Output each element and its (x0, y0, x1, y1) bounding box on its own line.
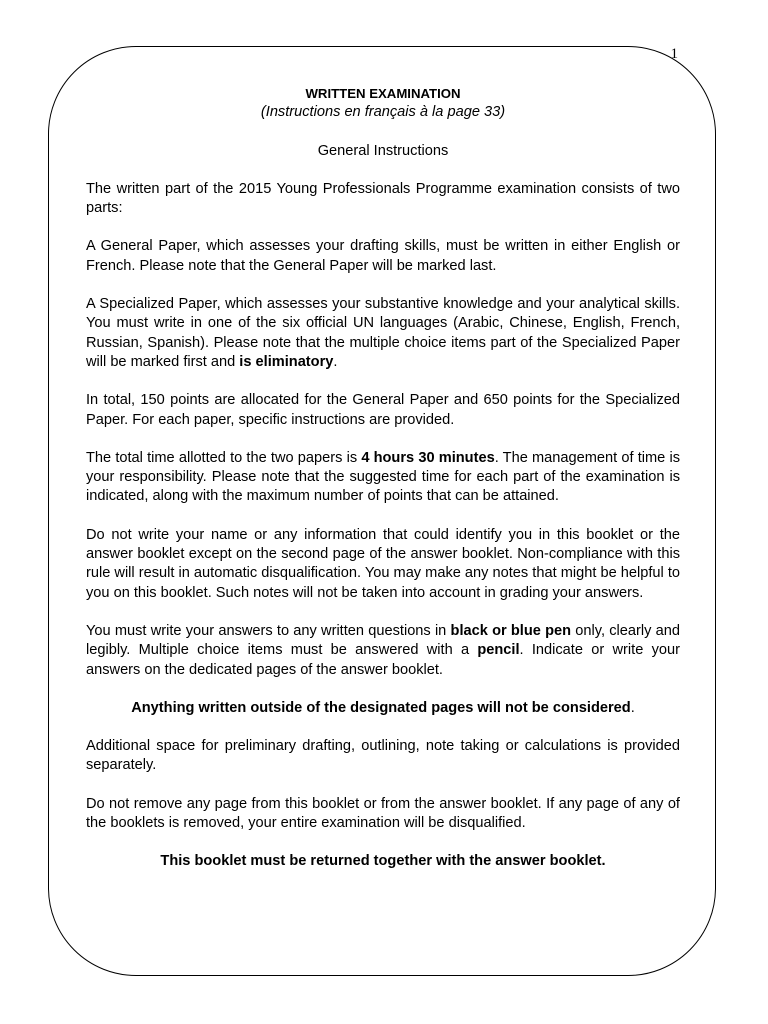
paragraph-text: A Specialized Paper, which assesses your substantive knowledge and your analytical skills. You must write in one of the six official UN languages (Arabic, Chinese, English, French, Russian, Spanish). Please note that the multiple choice items part of the Specialized Paper will be marked first and (86, 296, 680, 370)
paragraph-pen-pencil (86, 622, 680, 680)
paragraph-page-removal: Do not remove any page from this booklet or from the answer booklet. If any page of any of the booklets is removed, your entire examination will be disqualified. (86, 795, 680, 832)
paragraph-time-allotted (86, 449, 680, 507)
paragraph-additional-space: Additional space for preliminary drafting, outlining, note taking or calculations is provided separately. (86, 738, 680, 774)
emphasis-text: is eliminatory (239, 353, 334, 370)
paragraph-designated-pages-warning (86, 699, 680, 718)
section-heading: General Instructions (317, 142, 449, 159)
emphasis-text: This booklet must be returned together with the answer booklet. (160, 853, 606, 870)
paragraph-general-paper: A General Paper, which assesses your drafting skills, must be written in either English or French. Please note that the General Paper will be marked last. (86, 238, 680, 274)
paragraph-exam-parts: The written part of the 2015 Young Professionals Programme examination consists of two parts: (86, 180, 680, 217)
paragraph-return-booklet (86, 852, 680, 871)
emphasis-text: Anything written outside of the designated pages will not be considered (131, 699, 631, 716)
emphasis-text: black or blue pen (450, 622, 572, 639)
page-subtitle: (Instructions en français à la page 33) (260, 104, 506, 121)
paragraph-text: . Indicate or write your answers on the dedicated pages of the answer booklet. (86, 642, 680, 678)
emphasis-text: 4 hours 30 minutes (361, 449, 495, 466)
paragraph-anonymity-rule: Do not write your name or any information that could identify you in this booklet or the answer booklet except on the second page of the answer booklet. Non-compliance with this rule will result in automatic disqualification. You may make any notes that might be helpful to you on this booklet. Such notes will not be taken into account in grading your answers. (86, 526, 680, 601)
paragraph-text: . The management of time is your responsibility. Please note that the suggested time for each part of the examination is indicated, along with the maximum number of points that can be attained. (86, 449, 680, 505)
instructions-content (86, 84, 680, 872)
page-number: 1 (670, 46, 678, 62)
paragraph-text: . (333, 353, 338, 370)
paragraph-points-allocation: In total, 150 points are allocated for the General Paper and 650 points for the Specialized Paper. For each paper, specific instructions are provided. (86, 392, 680, 428)
paragraph-specialized-paper (86, 295, 680, 372)
paragraph-text: only, clearly and legibly. Multiple choice items must be answered with a (86, 622, 680, 659)
emphasis-text: pencil (477, 642, 520, 659)
page-title: WRITTEN EXAMINATION (305, 86, 461, 101)
paragraph-text: You must write your answers to any written questions in (86, 622, 451, 639)
paragraph-text: . (630, 699, 635, 716)
paragraph-text: The total time allotted to the two papers is (86, 449, 362, 466)
